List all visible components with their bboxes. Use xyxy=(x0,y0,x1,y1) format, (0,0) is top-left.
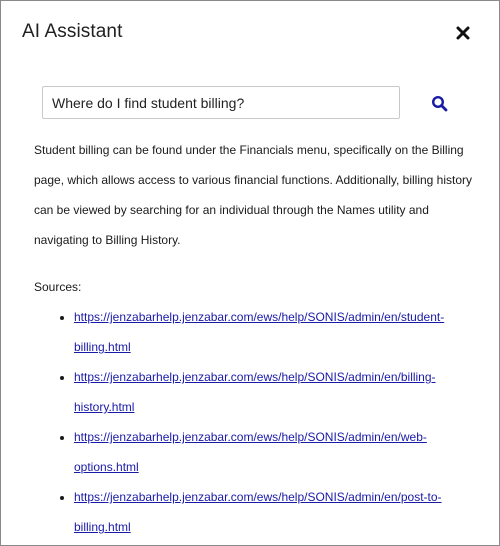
source-link[interactable] xyxy=(74,482,494,542)
answer-text: Student billing can be found under the Financials menu, specifically on the Billing page, which allows access to various financial functions. Additionally, billing history can be viewed by searching for an individual through the Names utility and navigating to Billing History. xyxy=(34,143,473,247)
source-link[interactable] xyxy=(74,422,494,482)
source-item xyxy=(74,302,494,362)
source-link-line: • https://jenzabarhelp.jenzabar.com/ews/help/SONIS/admin/en/post-to- xyxy=(74,490,442,504)
source-item xyxy=(74,362,494,422)
search-button[interactable] xyxy=(431,95,449,113)
source-item xyxy=(74,422,494,482)
source-link[interactable] xyxy=(74,362,494,422)
source-link-line: billing.html xyxy=(74,340,131,354)
search-icon xyxy=(431,95,449,113)
source-link-line: history.html xyxy=(74,400,135,414)
close-button[interactable] xyxy=(453,23,473,43)
source-link-line: • https://jenzabarhelp.jenzabar.com/ews/help/SONIS/admin/en/web- xyxy=(74,430,427,444)
source-link-line: billing.html xyxy=(74,520,131,534)
source-link-line: • https://jenzabarhelp.jenzabar.com/ews/help/SONIS/admin/en/billing- xyxy=(74,370,436,384)
close-icon xyxy=(453,23,473,43)
source-link[interactable] xyxy=(74,302,494,362)
dialog-title: AI Assistant xyxy=(22,21,123,42)
source-item xyxy=(74,482,494,542)
source-link-line: • https://jenzabarhelp.jenzabar.com/ews/help/SONIS/admin/en/student- xyxy=(74,310,445,324)
search-input[interactable] xyxy=(42,86,400,119)
source-link-line: options.html xyxy=(74,460,139,474)
sources-list xyxy=(34,302,494,542)
sources-label: Sources: xyxy=(34,280,82,294)
